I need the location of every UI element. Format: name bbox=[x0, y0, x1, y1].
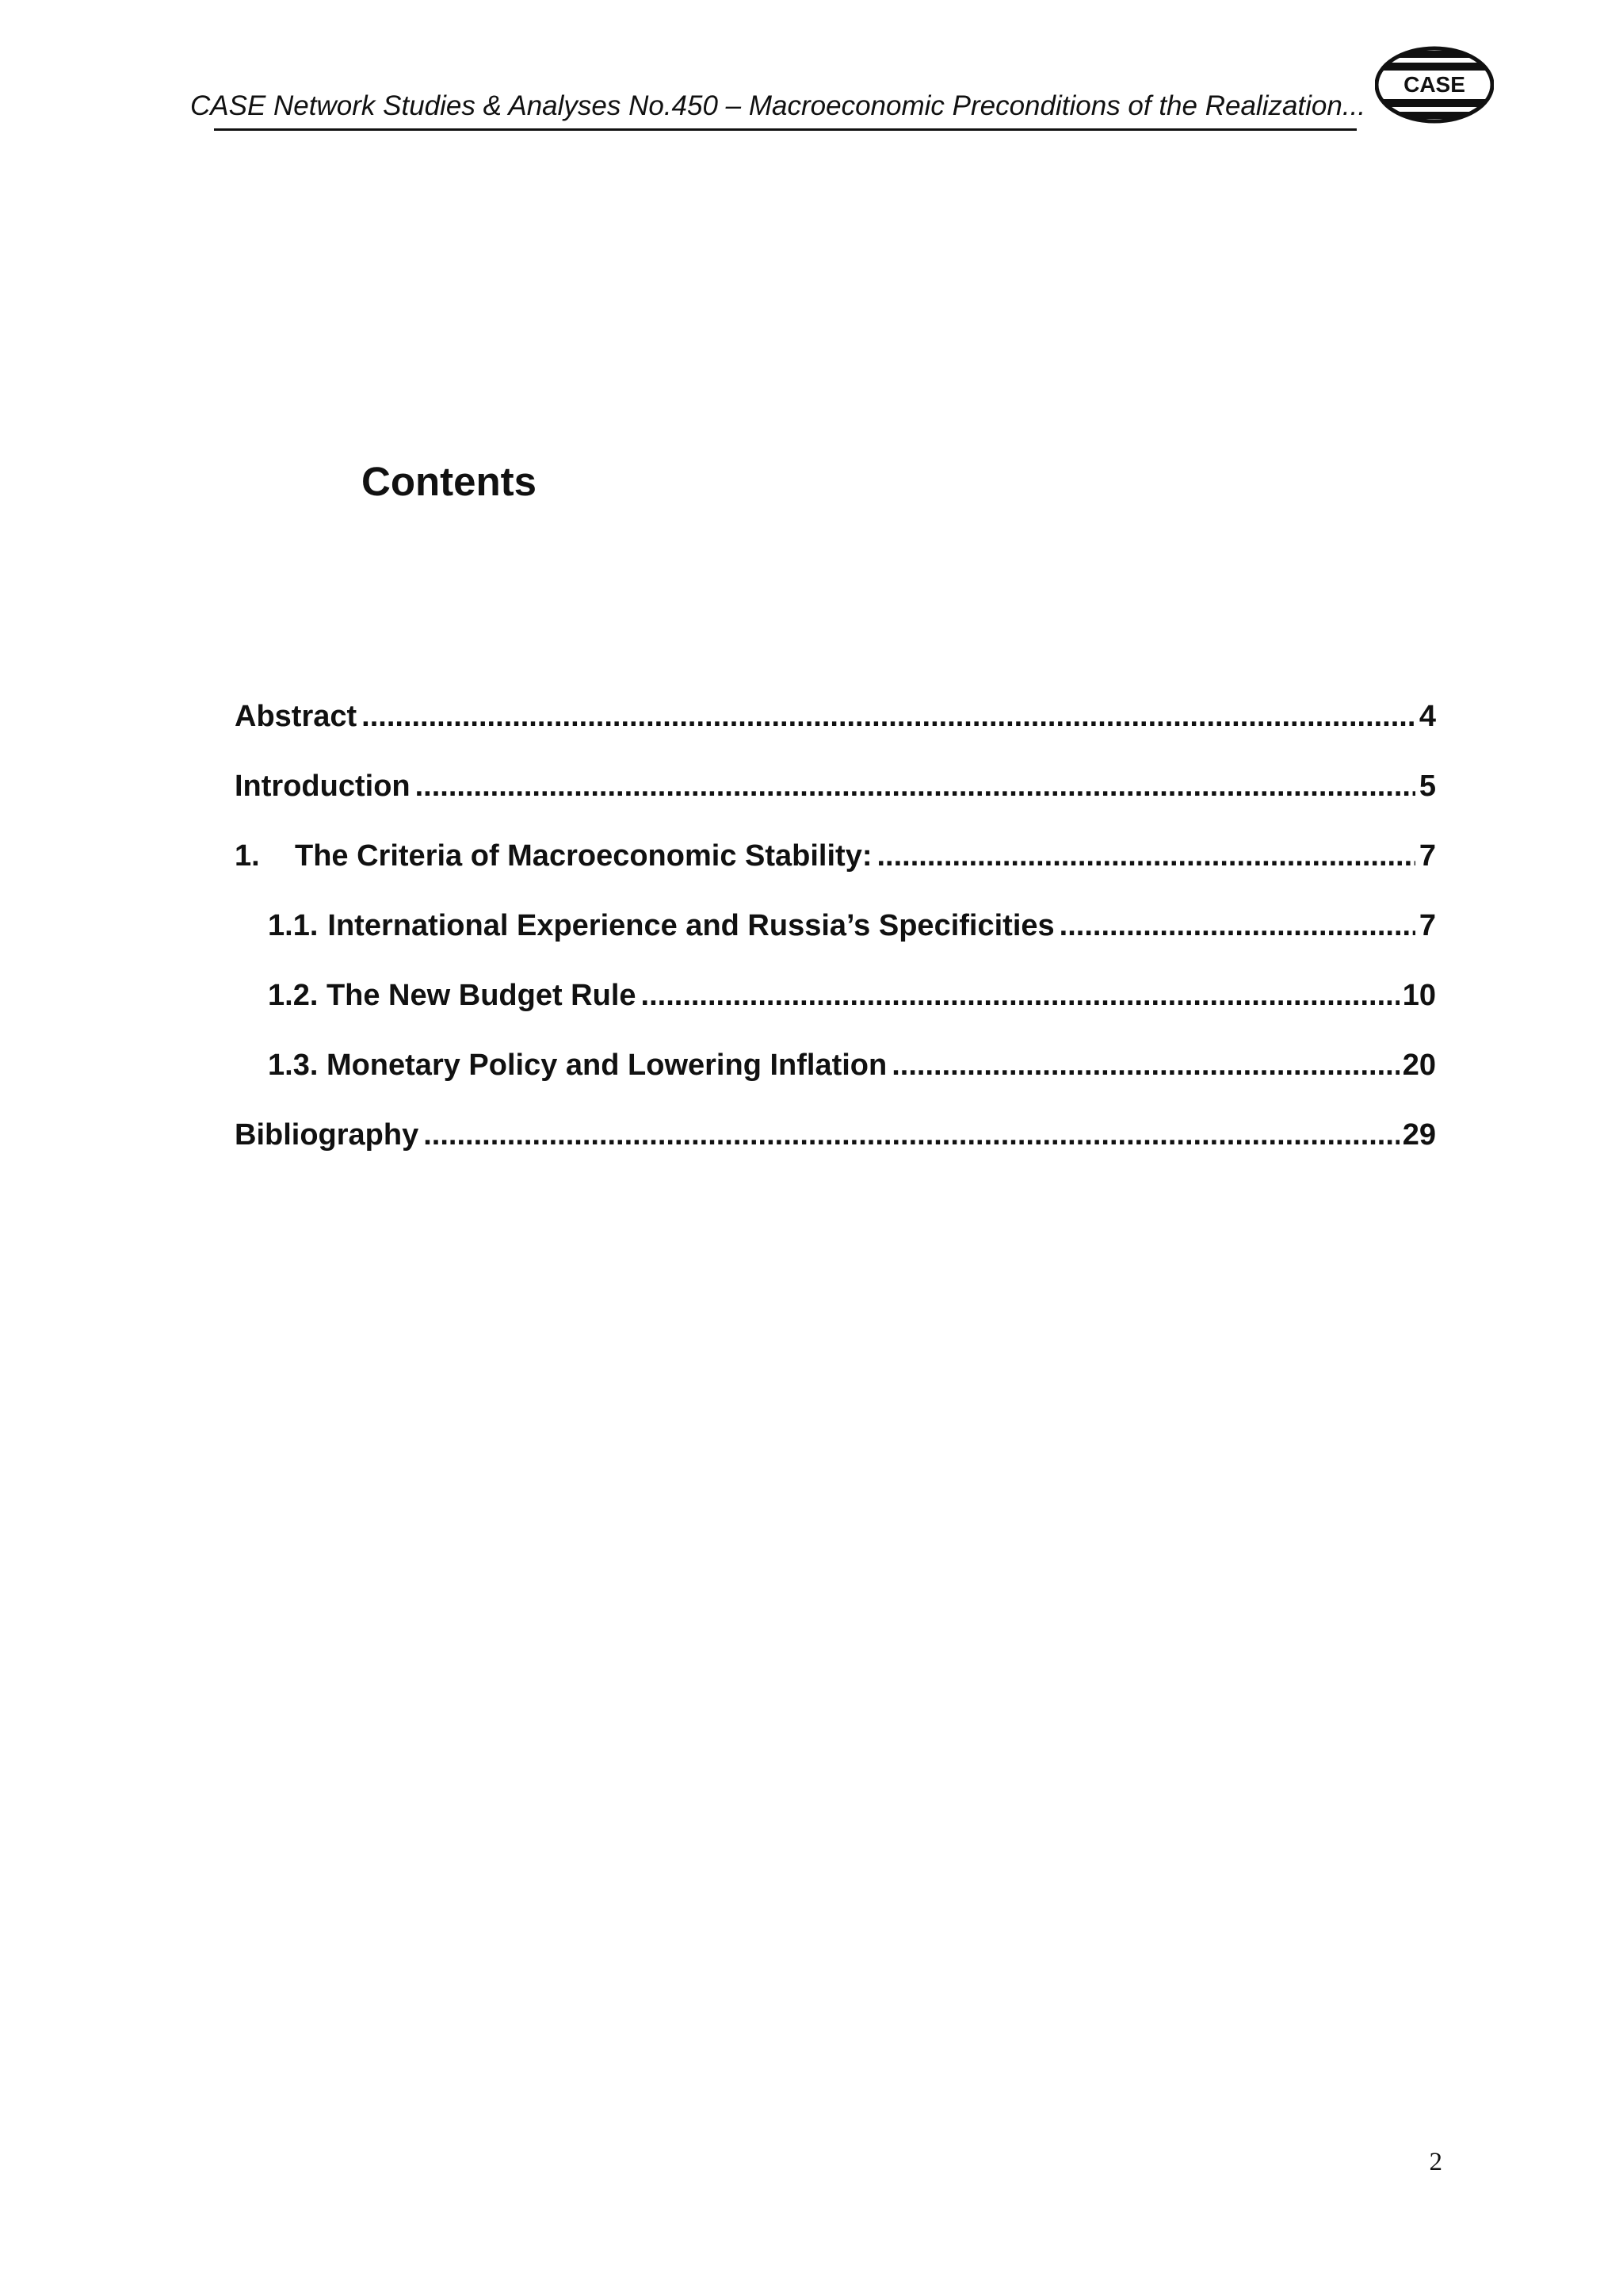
toc-dot-leader bbox=[361, 697, 1415, 735]
toc-page-number: 7 bbox=[1419, 909, 1436, 942]
toc-page-number: 10 bbox=[1402, 979, 1436, 1012]
table-of-contents bbox=[235, 697, 1436, 1186]
toc-entry-text: 1.2. The New Budget Rule bbox=[268, 979, 636, 1012]
toc-section-number: 1.1. bbox=[268, 909, 319, 942]
toc-dot-leader bbox=[423, 1116, 1399, 1154]
toc-page-number: 29 bbox=[1402, 1118, 1436, 1152]
toc-dot-leader bbox=[641, 976, 1400, 1014]
toc-dot-leader bbox=[892, 1046, 1399, 1084]
toc-entry-text: Introduction bbox=[235, 770, 411, 803]
toc-page-number: 20 bbox=[1402, 1049, 1436, 1082]
toc-entry-text: The Criteria of Macroeconomic Stability: bbox=[295, 839, 873, 873]
toc-dot-leader bbox=[876, 837, 1415, 875]
toc-entry-introduction[interactable] bbox=[235, 767, 1436, 837]
logo-lettering: CASE bbox=[1403, 72, 1465, 97]
toc-entry-section-1-3[interactable] bbox=[235, 1046, 1436, 1116]
toc-entry-section-1-2[interactable] bbox=[235, 976, 1436, 1046]
toc-dot-leader bbox=[1060, 907, 1415, 945]
toc-dot-leader bbox=[415, 767, 1415, 805]
page-number: 2 bbox=[1429, 2148, 1442, 2176]
toc-entry-section-1[interactable] bbox=[235, 837, 1436, 907]
toc-entry-text: Abstract bbox=[235, 700, 357, 733]
toc-entry-text: 1.3. Monetary Policy and Lowering Inflation bbox=[268, 1049, 888, 1082]
toc-entry-section-1-1[interactable] bbox=[235, 907, 1436, 976]
case-logo bbox=[1375, 46, 1494, 124]
page-title: Contents bbox=[361, 459, 537, 504]
toc-section-number: 1. bbox=[235, 839, 260, 873]
running-header: CASE Network Studies & Analyses No.450 – Macroeconomic Preconditions of the Realization... bbox=[190, 90, 1366, 121]
toc-page-number: 4 bbox=[1419, 700, 1436, 733]
toc-entry-abstract[interactable] bbox=[235, 697, 1436, 767]
toc-entry-bibliography[interactable] bbox=[235, 1116, 1436, 1186]
toc-entry-text: International Experience and Russia’s Specificities bbox=[327, 909, 1055, 942]
header-rule bbox=[214, 128, 1357, 131]
toc-page-number: 7 bbox=[1419, 839, 1436, 873]
toc-entry-text: Bibliography bbox=[235, 1118, 419, 1152]
toc-page-number: 5 bbox=[1419, 770, 1436, 803]
